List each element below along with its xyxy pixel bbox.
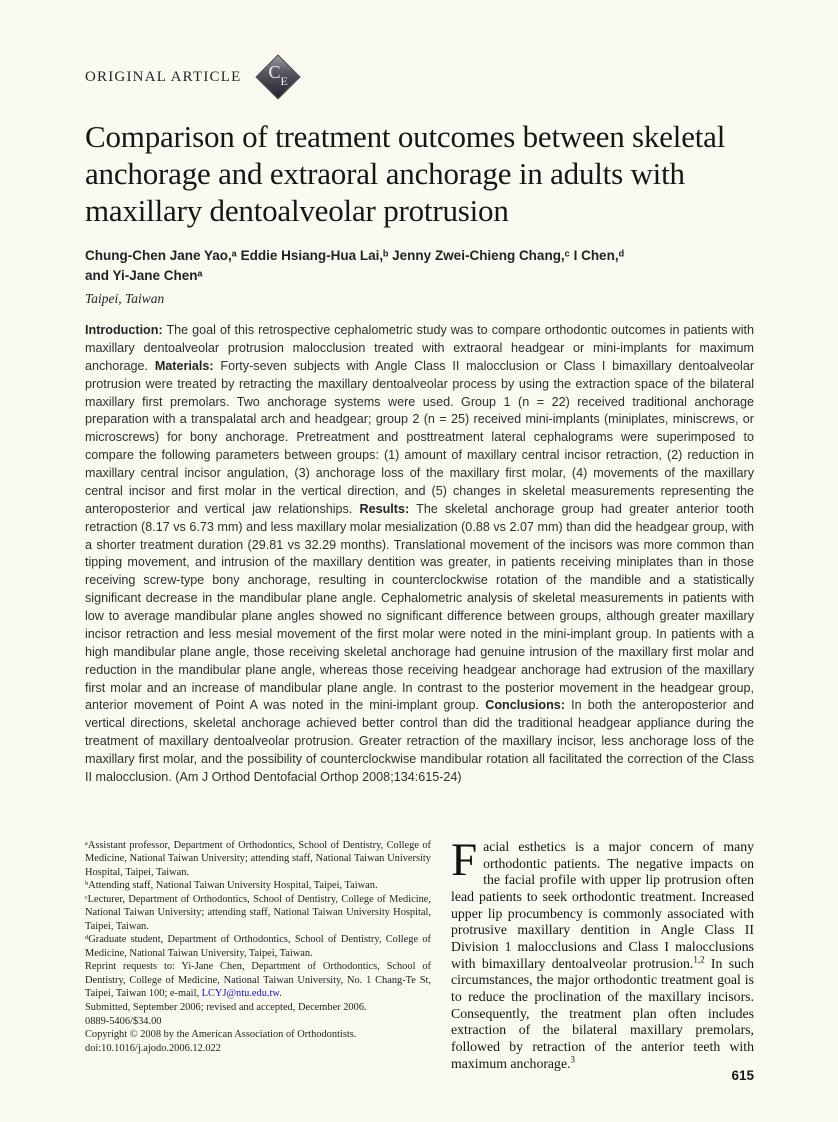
page-number: 615: [731, 1068, 754, 1083]
intro-column: [451, 833, 754, 1073]
author-list: [85, 246, 754, 287]
article-type-label: ORIGINAL ARTICLE: [85, 68, 242, 85]
author-line-2: and Yi-Jane Chenᵃ: [85, 267, 203, 283]
abstract-label-introduction: Introduction:: [85, 323, 163, 338]
abstract-text-introduction: The goal of this retrospective cephalometric study was to compare orthodontic outcomes in patients with maxillary dentoalveolar protrusion malocclusion treated with extraoral headgear or mini-implants for maximum anchorage.: [85, 323, 754, 373]
intro-text-2: In such circumstances, the major orthodontic treatment goal is to reduce the proclination of the maxillary incisors. Consequently, the treatment plan often includes extraction of the bilateral maxillary premolars, followed by retraction of the anterior teeth with maximum anchorage.: [451, 955, 754, 1071]
abstract-label-conclusions: Conclusions:: [485, 698, 565, 713]
reprint-text-end: .: [279, 988, 282, 1000]
footnote-issn-price: 0889-5406/$34.00: [85, 1015, 162, 1027]
article-title: Comparison of treatment outcomes between skeletal anchorage and extraoral anchorage in adults with maxillary dentoalveolar protrusion: [85, 119, 726, 229]
email-link[interactable]: LCYJ@ntu.edu.tw: [201, 988, 280, 1000]
footnote-doi: doi:10.1016/j.ajodo.2006.12.022: [85, 1042, 221, 1054]
ce-badge-letter-e: E: [280, 74, 288, 88]
footnote-affiliation-d: ᵈGraduate student, Department of Orthodontics, School of Dentistry, College of Medicine, National Taiwan University, Taipei, Taiwan.: [85, 934, 431, 959]
two-column-section: [85, 833, 754, 1073]
intro-text-1: acial esthetics is a major concern of many orthodontic patients. The negative impacts on the facial profile with upper lip protrusion often lead patients to seek orthodontic treatment. Increased upper lip procumbency is commonly associated with protrusive maxillary dentition in Angle Class II Division 1 malocclusions and Class I malocclusions with bimaxillary dentoalveolar protrusion.: [451, 838, 754, 971]
abstract-text-results: The skeletal anchorage group had greater anterior tooth retraction (8.17 vs 6.73 mm) and less maxillary molar mesialization (0.88 vs 2.07 mm) than did the headgear group, with a shorter treatment duration (29.81 vs 32.29 months). Translational movement of the incisors was more common than tipping movement, and intrusion of the maxillary dentition was greater, in patients receiving miniplates than in those receiving screw-type bony anchorage, resulting in counterclockwise rotation of the mandible and a statistically significant decrease in the mandibular plane angle. Cephalometric analysis of skeletal measurements in patients with low to average mandibular plane angles showed no significant difference between groups, although greater maxillary incisor retraction and less mesial movement of the first molar were noted in the mini-implant group. In patients with a high mandibular plane angle, those receiving skeletal anchorage had genuine intrusion of the maxillary first molar and reduction in the mandibular plane angle, whereas those receiving headgear anchorage had extrusion of the maxillary first molar and an increase of mandibular plane angle. In contrast to the posterior movement in the headgear group, anterior movement of Point A was noted in the mini-implant group.: [85, 501, 754, 713]
abstract-paragraph: [85, 322, 754, 787]
footnote-copyright: Copyright © 2008 by the American Association of Orthodontists.: [85, 1029, 357, 1041]
abstract-text-conclusions: In both the anteroposterior and vertical directions, skeletal anchorage achieved better control than did the traditional headgear appliance during the treatment of maxillary dentoalveolar protrusion. Greater retraction of the maxillary incisor, less anchorage loss of the maxillary first molar, and the possibility of counterclockwise mandibular rotation all facilitated the correction of the Class II malocclusion. (Am J Orthod Dentofacial Orthop 2008;134:615-24): [85, 698, 754, 784]
footnote-affiliation-c: ᶜLecturer, Department of Orthodontics, School of Dentistry, College of Medicine, National Taiwan University; attending staff, National Taiwan University Hospital, Taipei, Taiwan.: [85, 893, 431, 932]
footnote-submitted: Submitted, September 2006; revised and accepted, December 2006.: [85, 1002, 367, 1013]
intro-paragraph: [451, 833, 754, 1073]
footnote-reprint-requests: [85, 960, 431, 1001]
author-line-1: Chung-Chen Jane Yao,ᵃ Eddie Hsiang-Hua Lai,ᵇ Jenny Zwei-Chieng Chang,ᶜ I Chen,ᵈ: [85, 247, 624, 263]
ce-badge-icon: [255, 54, 301, 100]
footnote-affiliation-b: ᵇAttending staff, National Taiwan University Hospital, Taipei, Taiwan.: [85, 880, 378, 892]
affiliation-location: Taipei, Taiwan: [85, 291, 165, 307]
abstract-text-materials: Forty-seven subjects with Angle Class II malocclusion or Class I bimaxillary dentoalveolar protrusion were treated by retracting the maxillary dentoalveolar process by using the extraction space of the bilateral maxillary first premolars. Two anchorage systems were used. Group 1 (n = 22) received traditional anchorage preparation with a transpalatal arch and headgear; group 2 (n = 25) received mini-implants (miniplates, miniscrews, or microscrews) for bony anchorage. Pretreatment and posttreatment lateral cephalograms were superimposed to compare the following parameters between groups: (1) amount of maxillary central incisor retraction, (2) reduction in maxillary central incisor angulation, (3) anchorage loss of the maxillary first molar, (4) movements of the maxillary central incisor and first molar in the vertical direction, and (5) changes in skeletal measurements representing the anteroposterior and vertical jaw relationships.: [85, 358, 755, 516]
abstract-label-materials: Materials:: [154, 358, 214, 373]
abstract-label-results: Results:: [359, 501, 410, 516]
citation-ref-3: 3: [570, 1054, 576, 1065]
article-header: [85, 54, 754, 100]
footnotes-column: [85, 839, 431, 1073]
drop-cap: F: [451, 833, 478, 886]
reprint-text: Reprint requests to: Yi-Jane Chen, Department of Orthodontics, School of Dentistry, College of Medicine, National Taiwan University, No. 1 Chang-Te St, Taipei, Taiwan 100; e-mail,: [85, 961, 431, 1000]
citation-ref-1-2: 1,2: [693, 954, 705, 965]
footnote-affiliation-a: ᵃAssistant professor, Department of Orthodontics, School of Dentistry, College of Medicine, National Taiwan University; attending staff, National Taiwan University Hospital, Taipei, Taiwan.: [85, 839, 431, 878]
ce-badge-letter-c: C: [268, 62, 281, 82]
